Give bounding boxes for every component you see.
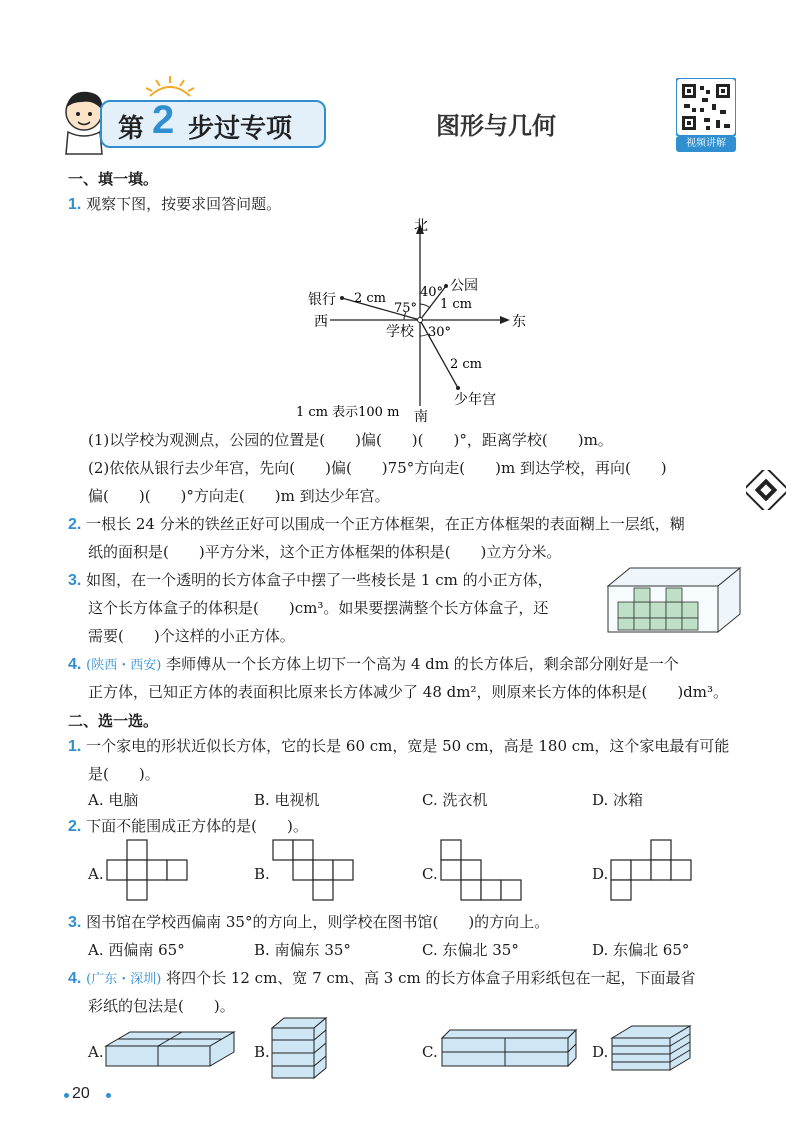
label-west: 西	[314, 314, 328, 330]
q4-source: (陕西・西安)	[86, 658, 162, 673]
palace-point	[456, 386, 460, 390]
s2q4-line1	[68, 968, 696, 990]
pack-figure-c[interactable]	[440, 1026, 580, 1070]
qr-caption: 视频讲解	[676, 136, 736, 152]
net-label-d[interactable]: D.	[592, 865, 609, 883]
cube-net-b[interactable]	[272, 838, 356, 904]
label-bank: 银行	[308, 292, 336, 308]
s2q1-option-a[interactable]: A. 电脑	[88, 791, 139, 809]
pack-label-a[interactable]: A.	[88, 1043, 104, 1061]
cube-net-d[interactable]	[610, 838, 694, 904]
label-youth-palace: 少年宫	[454, 392, 496, 408]
pack-figure-a[interactable]	[104, 1022, 238, 1072]
q3-line2: 这个长方体盒子的体积是( )cm³。如果要摆满整个长方体盒子，还	[88, 599, 549, 617]
label-dist-park: 1 cm	[440, 297, 473, 312]
section-banner	[100, 100, 326, 148]
s2q3-option-b[interactable]: B. 南偏东 35°	[254, 941, 351, 959]
q1-sub1: (1)以学校为观测点，公园的位置是( )偏( )( )°，距离学校( )m。	[88, 431, 613, 449]
label-east: 东	[512, 314, 526, 330]
label-angle-bank: 75°	[394, 301, 418, 316]
s2q3-number: 3.	[68, 914, 82, 931]
label-south: 南	[414, 409, 428, 425]
s2q4-line2: 彩纸的包法是( )。	[88, 997, 235, 1015]
pack-figure-d[interactable]	[610, 1022, 694, 1074]
cube-net-c[interactable]	[440, 838, 524, 904]
page-dot-left	[64, 1093, 69, 1098]
transparent-box-figure	[604, 564, 746, 636]
qr-code-icon[interactable]	[676, 78, 736, 136]
section2-heading: 二、选一选。	[68, 712, 159, 730]
label-school: 学校	[386, 324, 414, 340]
page-dot-right	[106, 1093, 111, 1098]
q1-line	[68, 194, 281, 215]
q4-number: 4.	[68, 656, 82, 673]
q3-number: 3.	[68, 572, 82, 589]
bank-point	[340, 296, 344, 300]
sun-rays-icon	[140, 74, 200, 98]
banner-prefix: 第	[118, 114, 145, 144]
q2-number: 2.	[68, 516, 82, 533]
banner-number: 2	[152, 98, 175, 142]
net-label-a[interactable]: A.	[88, 865, 104, 883]
s2q3-text: 图书馆在学校西偏南 35°的方向上，则学校在图书馆( )的方向上。	[86, 913, 550, 931]
cube-net-a[interactable]	[106, 838, 190, 904]
s2q3-option-c[interactable]: C. 东偏北 35°	[422, 941, 519, 959]
s2q3-option-a[interactable]: A. 西偏南 65°	[88, 941, 185, 959]
s2q4-source: (广东・深圳)	[86, 972, 162, 987]
net-label-c[interactable]: C.	[422, 865, 438, 883]
pack-label-b[interactable]: B.	[254, 1043, 270, 1061]
s2q1-number: 1.	[68, 738, 82, 755]
s2q1-option-d[interactable]: D. 冰箱	[592, 791, 644, 809]
label-park: 公园	[450, 278, 478, 294]
q2-text1: 一根长 24 分米的铁丝正好可以围成一个正方体框架，在正方体框架的表面糊上一层纸，糊	[86, 515, 685, 533]
label-north: 北	[414, 218, 428, 234]
q1-sub2a: (2)依依从银行去少年宫，先向( )偏( )75°方向走( )m 到达学校，再向( )	[88, 459, 667, 477]
section1-heading: 一、填一填。	[68, 170, 159, 188]
q2-line2: 纸的面积是( )平方分米，这个正方体框架的体积是( )立方分米。	[88, 543, 562, 561]
park-point	[444, 284, 448, 288]
pack-figure-b[interactable]	[270, 1016, 330, 1080]
banner-suffix: 步过专项	[188, 114, 293, 144]
side-qr-icon[interactable]	[746, 470, 786, 510]
angle-arc-park	[420, 304, 430, 308]
q3-line1	[68, 570, 553, 591]
label-angle-palace: 30°	[428, 325, 452, 340]
q3-text1: 如图，在一个透明的长方体盒子中摆了一些棱长是 1 cm 的小正方体，	[86, 571, 553, 589]
q1-text: 观察下图，按要求回答问题。	[86, 195, 282, 213]
s2q1-line2: 是( )。	[88, 765, 160, 783]
direction-diagram	[280, 216, 540, 426]
s2q4-number: 4.	[68, 970, 82, 987]
page-number: 20	[72, 1085, 90, 1102]
q4-text1: 李师傅从一个长方体上切下一个高为 4 dm 的长方体后，剩余部分刚好是一个	[166, 655, 679, 673]
angle-arc-palace	[420, 334, 428, 336]
label-scale: 1 cm 表示100 m	[296, 405, 400, 420]
pack-label-c[interactable]: C.	[422, 1043, 438, 1061]
q2-line1	[68, 514, 685, 535]
q4-line2: 正方体，已知正方体的表面积比原来长方体减少了 48 dm²，则原来长方体的体积是( )dm³。	[88, 683, 729, 701]
label-angle-park: 40°	[420, 285, 444, 300]
s2q3-line	[68, 912, 549, 933]
s2q1-text1: 一个家电的形状近似长方体，它的长是 60 cm，宽是 50 cm，高是 180 cm，这个家电最有可能	[86, 737, 730, 755]
label-dist-palace: 2 cm	[450, 357, 483, 372]
pack-label-d[interactable]: D.	[592, 1043, 609, 1061]
page-title: 图形与几何	[436, 112, 556, 140]
net-label-b[interactable]: B.	[254, 865, 270, 883]
east-arrow-icon	[500, 316, 510, 324]
s2q2-number: 2.	[68, 818, 82, 835]
q3-line3: 需要( )个这样的小正方体。	[88, 627, 295, 645]
s2q2-text: 下面不能围成正方体的是( )。	[86, 817, 308, 835]
q1-sub2b: 偏( )( )°方向走( )m 到达少年宫。	[88, 487, 390, 505]
s2q4-text1: 将四个长 12 cm、宽 7 cm、高 3 cm 的长方体盒子用彩纸包在一起，下面最省	[166, 969, 696, 987]
s2q1-option-b[interactable]: B. 电视机	[254, 791, 320, 809]
s2q1-option-c[interactable]: C. 洗衣机	[422, 791, 488, 809]
q1-number: 1.	[68, 196, 82, 213]
school-point	[418, 318, 423, 323]
q4-line1	[68, 654, 679, 676]
s2q2-line	[68, 816, 308, 837]
s2q3-option-d[interactable]: D. 东偏北 65°	[592, 941, 690, 959]
label-dist-bank: 2 cm	[354, 291, 387, 306]
s2q1-line1	[68, 736, 729, 757]
